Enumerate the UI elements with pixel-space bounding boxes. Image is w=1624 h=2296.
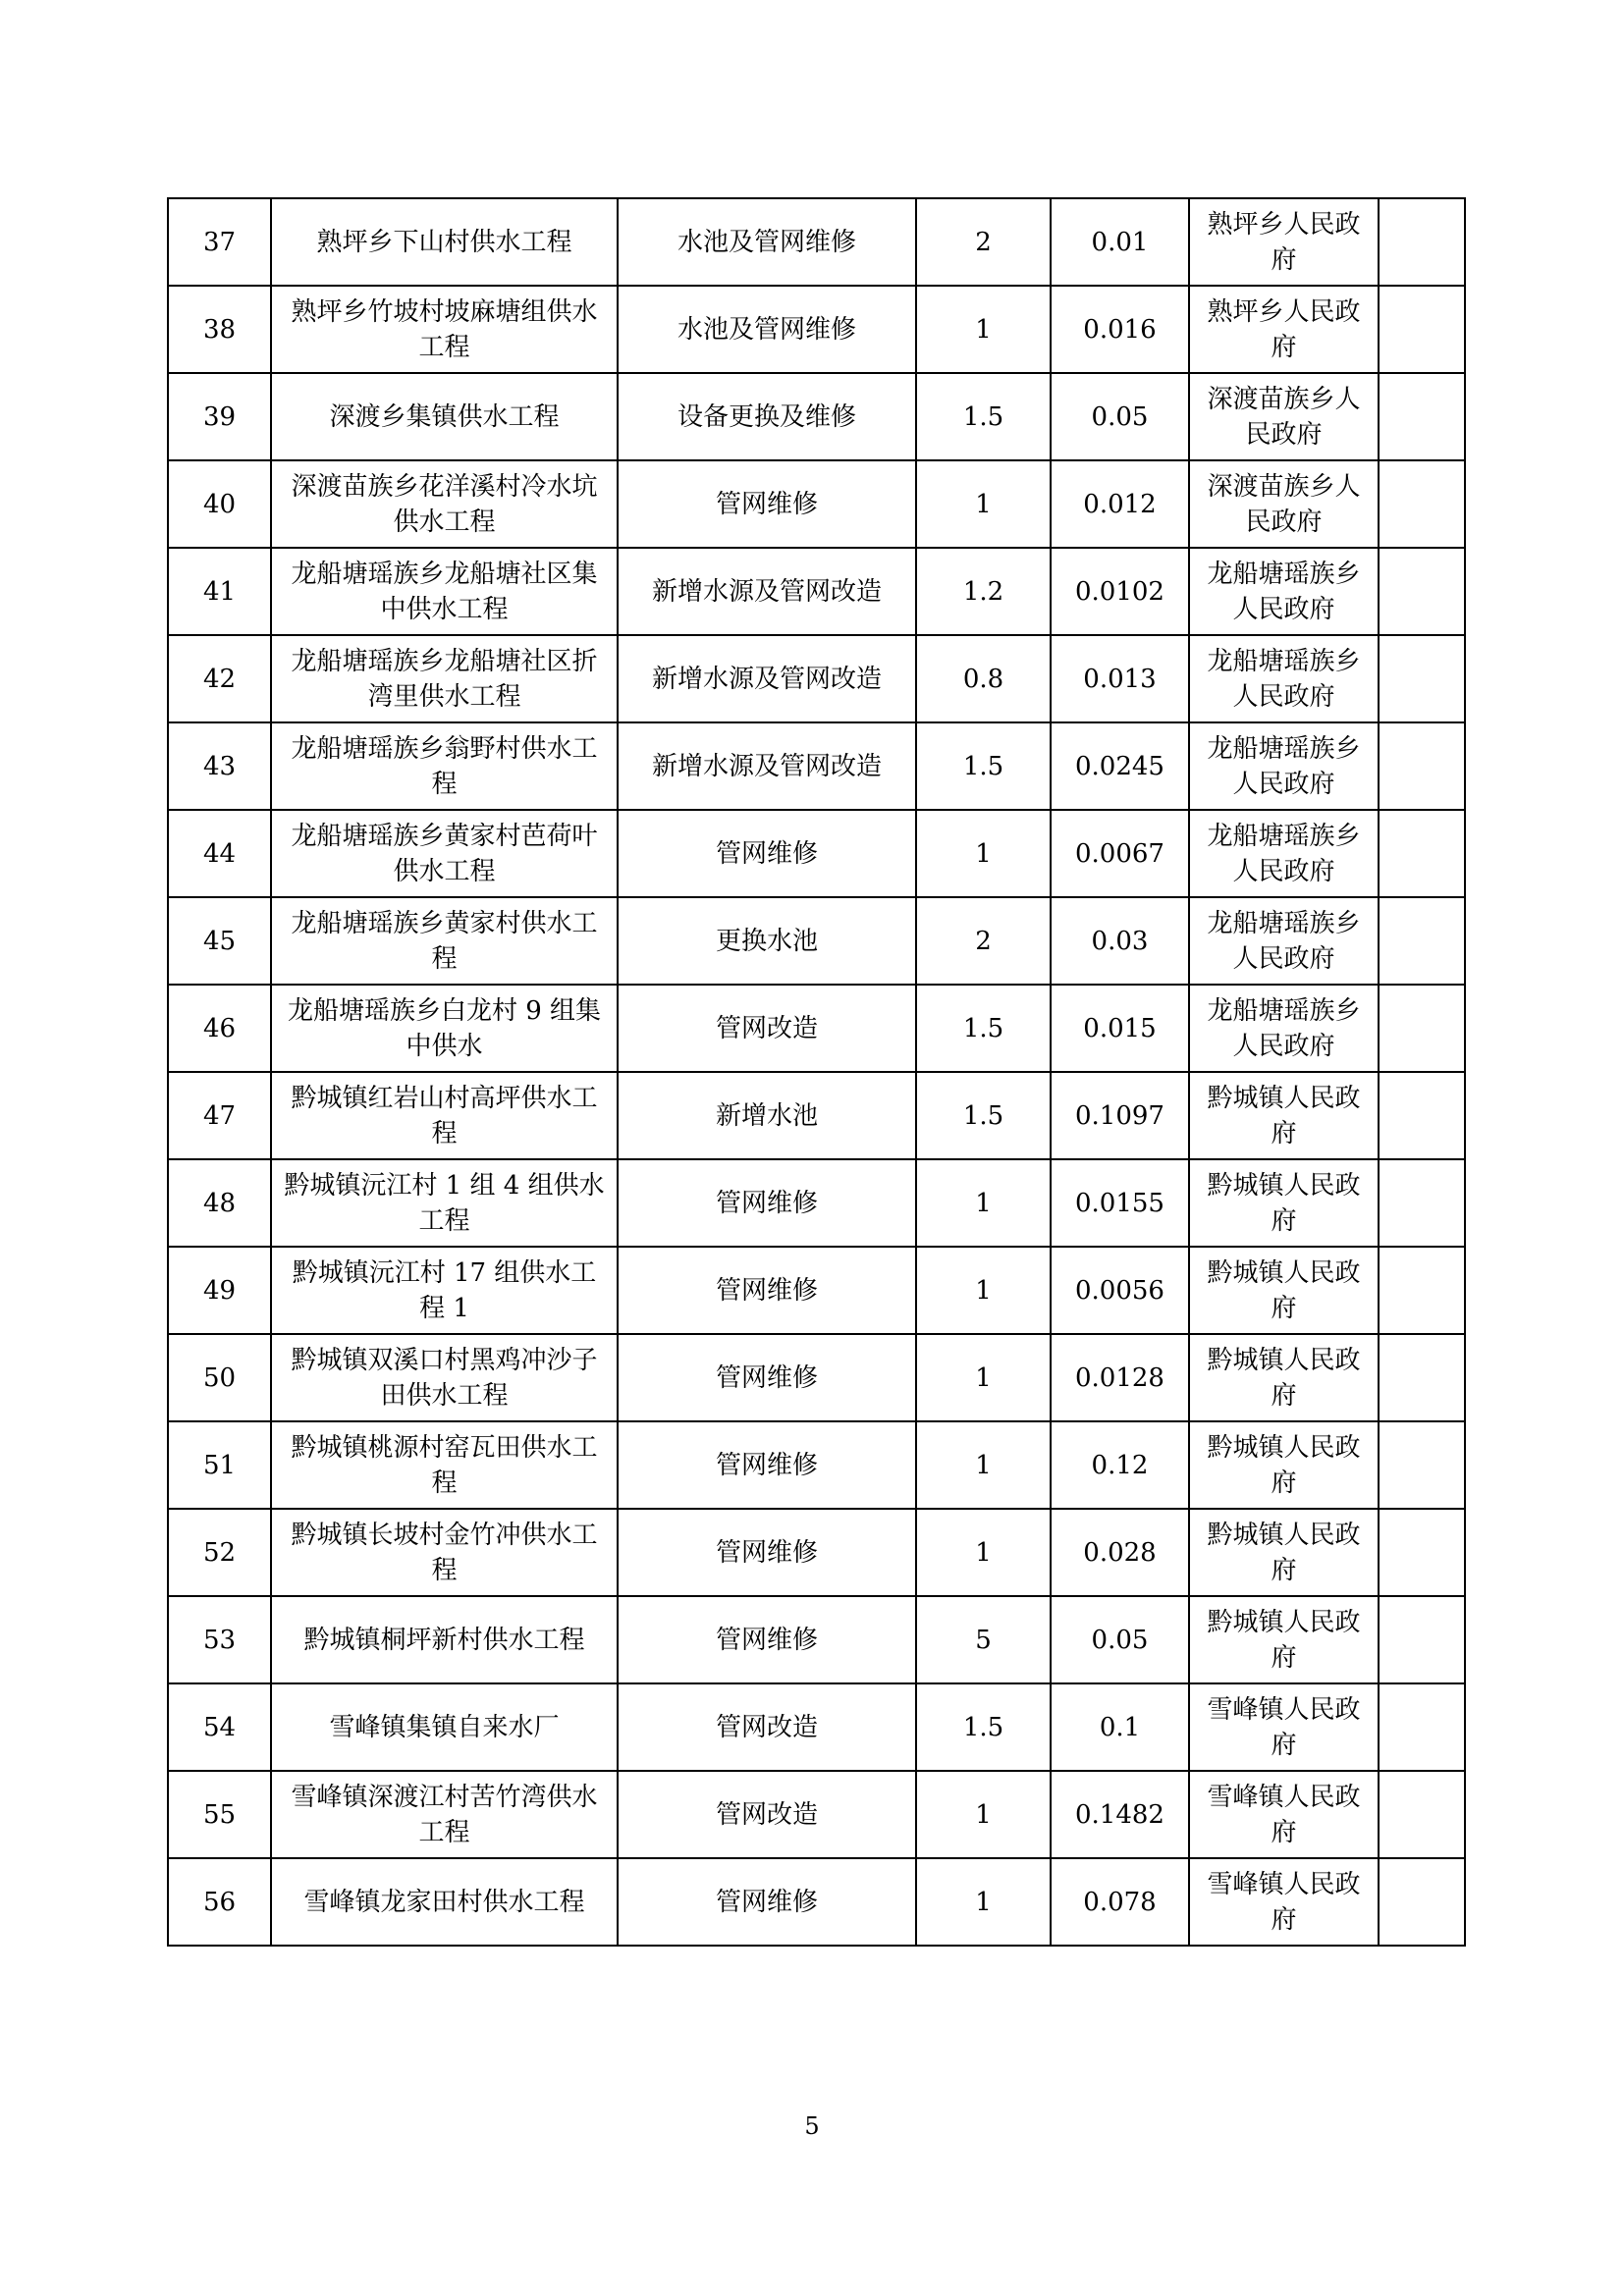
cell-amount: 0.05 xyxy=(1051,373,1189,460)
cell-content: 管网改造 xyxy=(618,1771,916,1858)
cell-no: 49 xyxy=(168,1247,271,1334)
table-row xyxy=(168,1683,1465,1771)
cell-no: 47 xyxy=(168,1072,271,1159)
cell-no: 52 xyxy=(168,1509,271,1596)
cell-qty: 1 xyxy=(916,1858,1051,1946)
cell-note xyxy=(1379,373,1465,460)
table-row xyxy=(168,1421,1465,1509)
cell-amount: 0.01 xyxy=(1051,198,1189,286)
table-row xyxy=(168,1072,1465,1159)
cell-qty: 1.5 xyxy=(916,1072,1051,1159)
table-row xyxy=(168,286,1465,373)
cell-name: 深渡苗族乡花洋溪村冷水坑供水工程 xyxy=(271,460,618,548)
cell-content: 管网维修 xyxy=(618,1159,916,1247)
cell-qty: 1.5 xyxy=(916,722,1051,810)
cell-unit: 龙船塘瑶族乡人民政府 xyxy=(1189,810,1379,897)
cell-note xyxy=(1379,1072,1465,1159)
cell-qty: 1 xyxy=(916,460,1051,548)
cell-unit: 深渡苗族乡人民政府 xyxy=(1189,460,1379,548)
cell-no: 56 xyxy=(168,1858,271,1946)
cell-note xyxy=(1379,1159,1465,1247)
table-row xyxy=(168,373,1465,460)
cell-amount: 0.1097 xyxy=(1051,1072,1189,1159)
cell-note xyxy=(1379,1334,1465,1421)
cell-content: 管网维修 xyxy=(618,1596,916,1683)
cell-unit: 熟坪乡人民政府 xyxy=(1189,198,1379,286)
table-row xyxy=(168,810,1465,897)
table-row xyxy=(168,1334,1465,1421)
cell-name: 龙船塘瑶族乡龙船塘社区折湾里供水工程 xyxy=(271,635,618,722)
cell-amount: 0.1 xyxy=(1051,1683,1189,1771)
cell-no: 55 xyxy=(168,1771,271,1858)
cell-note xyxy=(1379,198,1465,286)
cell-name: 深渡乡集镇供水工程 xyxy=(271,373,618,460)
cell-name: 熟坪乡下山村供水工程 xyxy=(271,198,618,286)
cell-no: 51 xyxy=(168,1421,271,1509)
cell-name: 黔城镇桃源村窑瓦田供水工程 xyxy=(271,1421,618,1509)
cell-content: 新增水源及管网改造 xyxy=(618,635,916,722)
table-row xyxy=(168,1247,1465,1334)
cell-name: 龙船塘瑶族乡白龙村 9 组集中供水 xyxy=(271,985,618,1072)
cell-qty: 1 xyxy=(916,286,1051,373)
cell-note xyxy=(1379,548,1465,635)
cell-amount: 0.078 xyxy=(1051,1858,1189,1946)
cell-content: 管网维修 xyxy=(618,1421,916,1509)
cell-amount: 0.0102 xyxy=(1051,548,1189,635)
table-row xyxy=(168,198,1465,286)
table-row xyxy=(168,1509,1465,1596)
cell-amount: 0.028 xyxy=(1051,1509,1189,1596)
cell-content: 管网改造 xyxy=(618,985,916,1072)
table-row xyxy=(168,635,1465,722)
cell-qty: 1.5 xyxy=(916,985,1051,1072)
cell-qty: 2 xyxy=(916,897,1051,985)
cell-amount: 0.0155 xyxy=(1051,1159,1189,1247)
table-row xyxy=(168,548,1465,635)
cell-amount: 0.03 xyxy=(1051,897,1189,985)
cell-name: 黔城镇长坡村金竹冲供水工程 xyxy=(271,1509,618,1596)
cell-qty: 1 xyxy=(916,1334,1051,1421)
cell-name: 龙船塘瑶族乡黄家村供水工程 xyxy=(271,897,618,985)
cell-note xyxy=(1379,635,1465,722)
cell-content: 管网维修 xyxy=(618,1334,916,1421)
cell-content: 设备更换及维修 xyxy=(618,373,916,460)
cell-unit: 龙船塘瑶族乡人民政府 xyxy=(1189,722,1379,810)
cell-content: 更换水池 xyxy=(618,897,916,985)
cell-unit: 龙船塘瑶族乡人民政府 xyxy=(1189,548,1379,635)
cell-no: 42 xyxy=(168,635,271,722)
table-body xyxy=(168,198,1465,1946)
table-row xyxy=(168,985,1465,1072)
cell-qty: 1 xyxy=(916,1247,1051,1334)
cell-qty: 1 xyxy=(916,1509,1051,1596)
cell-amount: 0.0067 xyxy=(1051,810,1189,897)
cell-no: 54 xyxy=(168,1683,271,1771)
cell-unit: 雪峰镇人民政府 xyxy=(1189,1858,1379,1946)
cell-amount: 0.05 xyxy=(1051,1596,1189,1683)
cell-no: 44 xyxy=(168,810,271,897)
cell-unit: 黔城镇人民政府 xyxy=(1189,1334,1379,1421)
cell-name: 龙船塘瑶族乡黄家村芭荷叶供水工程 xyxy=(271,810,618,897)
cell-unit: 黔城镇人民政府 xyxy=(1189,1159,1379,1247)
cell-qty: 1 xyxy=(916,810,1051,897)
cell-amount: 0.0128 xyxy=(1051,1334,1189,1421)
cell-qty: 5 xyxy=(916,1596,1051,1683)
cell-no: 39 xyxy=(168,373,271,460)
table-row xyxy=(168,1858,1465,1946)
cell-amount: 0.013 xyxy=(1051,635,1189,722)
cell-unit: 龙船塘瑶族乡人民政府 xyxy=(1189,635,1379,722)
cell-no: 53 xyxy=(168,1596,271,1683)
cell-content: 新增水源及管网改造 xyxy=(618,722,916,810)
cell-unit: 黔城镇人民政府 xyxy=(1189,1072,1379,1159)
cell-amount: 0.12 xyxy=(1051,1421,1189,1509)
page-number: 5 xyxy=(804,2112,820,2140)
cell-qty: 2 xyxy=(916,198,1051,286)
cell-amount: 0.0056 xyxy=(1051,1247,1189,1334)
cell-unit: 雪峰镇人民政府 xyxy=(1189,1683,1379,1771)
table-row xyxy=(168,897,1465,985)
table-row xyxy=(168,1596,1465,1683)
table-row xyxy=(168,460,1465,548)
cell-note xyxy=(1379,1509,1465,1596)
cell-name: 黔城镇双溪口村黑鸡冲沙子田供水工程 xyxy=(271,1334,618,1421)
cell-amount: 0.016 xyxy=(1051,286,1189,373)
cell-name: 黔城镇沅江村 1 组 4 组供水工程 xyxy=(271,1159,618,1247)
cell-no: 37 xyxy=(168,198,271,286)
cell-content: 新增水源及管网改造 xyxy=(618,548,916,635)
cell-note xyxy=(1379,897,1465,985)
cell-note xyxy=(1379,810,1465,897)
cell-name: 黔城镇红岩山村高坪供水工程 xyxy=(271,1072,618,1159)
cell-qty: 0.8 xyxy=(916,635,1051,722)
cell-name: 雪峰镇深渡江村苦竹湾供水工程 xyxy=(271,1771,618,1858)
cell-amount: 0.015 xyxy=(1051,985,1189,1072)
cell-no: 50 xyxy=(168,1334,271,1421)
table-row xyxy=(168,1771,1465,1858)
cell-content: 管网维修 xyxy=(618,810,916,897)
cell-no: 46 xyxy=(168,985,271,1072)
cell-content: 管网维修 xyxy=(618,1858,916,1946)
cell-qty: 1 xyxy=(916,1421,1051,1509)
cell-unit: 龙船塘瑶族乡人民政府 xyxy=(1189,985,1379,1072)
cell-content: 新增水池 xyxy=(618,1072,916,1159)
cell-no: 45 xyxy=(168,897,271,985)
cell-amount: 0.012 xyxy=(1051,460,1189,548)
cell-content: 管网维修 xyxy=(618,1247,916,1334)
cell-unit: 龙船塘瑶族乡人民政府 xyxy=(1189,897,1379,985)
table-row xyxy=(168,722,1465,810)
cell-no: 38 xyxy=(168,286,271,373)
cell-note xyxy=(1379,1421,1465,1509)
cell-qty: 1.5 xyxy=(916,373,1051,460)
cell-unit: 黔城镇人民政府 xyxy=(1189,1421,1379,1509)
cell-no: 43 xyxy=(168,722,271,810)
cell-content: 水池及管网维修 xyxy=(618,286,916,373)
cell-amount: 0.1482 xyxy=(1051,1771,1189,1858)
cell-note xyxy=(1379,1683,1465,1771)
cell-unit: 黔城镇人民政府 xyxy=(1189,1509,1379,1596)
cell-note xyxy=(1379,286,1465,373)
cell-name: 熟坪乡竹坡村坡麻塘组供水工程 xyxy=(271,286,618,373)
cell-unit: 熟坪乡人民政府 xyxy=(1189,286,1379,373)
cell-unit: 黔城镇人民政府 xyxy=(1189,1247,1379,1334)
cell-note xyxy=(1379,985,1465,1072)
cell-amount: 0.0245 xyxy=(1051,722,1189,810)
cell-no: 40 xyxy=(168,460,271,548)
cell-note xyxy=(1379,722,1465,810)
cell-content: 水池及管网维修 xyxy=(618,198,916,286)
cell-unit: 深渡苗族乡人民政府 xyxy=(1189,373,1379,460)
cell-note xyxy=(1379,1858,1465,1946)
cell-name: 龙船塘瑶族乡翁野村供水工程 xyxy=(271,722,618,810)
cell-qty: 1 xyxy=(916,1771,1051,1858)
cell-note xyxy=(1379,1771,1465,1858)
cell-note xyxy=(1379,1596,1465,1683)
cell-content: 管网改造 xyxy=(618,1683,916,1771)
cell-content: 管网维修 xyxy=(618,1509,916,1596)
cell-name: 雪峰镇龙家田村供水工程 xyxy=(271,1858,618,1946)
project-table xyxy=(167,197,1466,1947)
cell-unit: 黔城镇人民政府 xyxy=(1189,1596,1379,1683)
cell-qty: 1.5 xyxy=(916,1683,1051,1771)
cell-qty: 1 xyxy=(916,1159,1051,1247)
cell-name: 雪峰镇集镇自来水厂 xyxy=(271,1683,618,1771)
cell-note xyxy=(1379,460,1465,548)
cell-qty: 1.2 xyxy=(916,548,1051,635)
cell-name: 黔城镇桐坪新村供水工程 xyxy=(271,1596,618,1683)
cell-no: 48 xyxy=(168,1159,271,1247)
cell-note xyxy=(1379,1247,1465,1334)
cell-name: 黔城镇沅江村 17 组供水工程 1 xyxy=(271,1247,618,1334)
cell-unit: 雪峰镇人民政府 xyxy=(1189,1771,1379,1858)
table-row xyxy=(168,1159,1465,1247)
cell-no: 41 xyxy=(168,548,271,635)
cell-content: 管网维修 xyxy=(618,460,916,548)
cell-name: 龙船塘瑶族乡龙船塘社区集中供水工程 xyxy=(271,548,618,635)
